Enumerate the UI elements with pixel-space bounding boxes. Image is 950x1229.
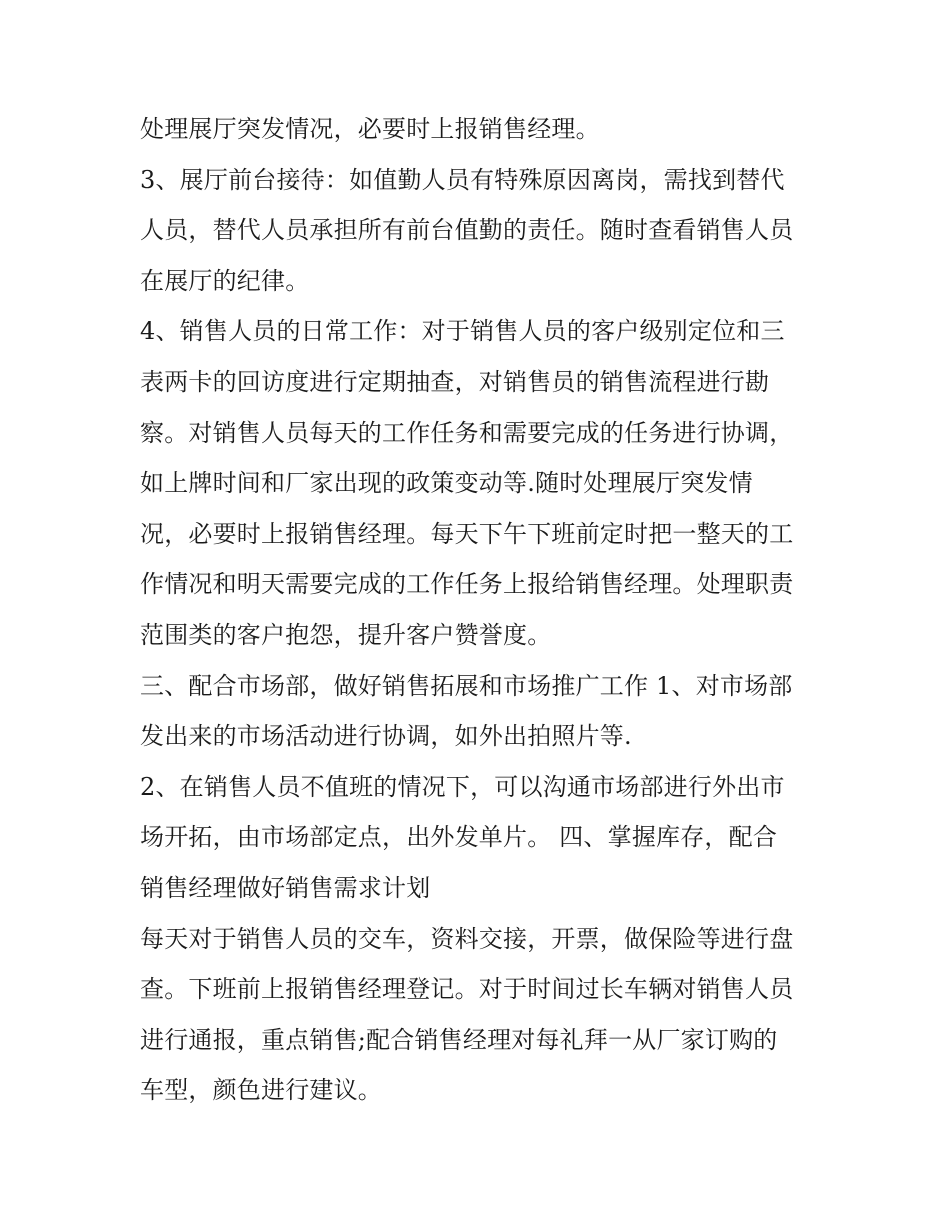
text-line: 表两卡的回访度进行定期抽查，对销售员的销售流程进行勘 <box>140 367 770 396</box>
text-line: 2、在销售人员不值班的情况下，可以沟通市场部进行外出市 <box>140 772 785 801</box>
text-line: 人员，替代人员承担所有前台值勤的责任。随时查看销售人员 <box>140 216 794 245</box>
text-line: 作情况和明天需要完成的工作任务上报给销售经理。处理职责 <box>140 570 794 599</box>
document-body <box>140 104 820 1116</box>
text-line: 如上牌时间和厂家出现的政策变动等.随时处理展厅突发情 <box>140 469 753 498</box>
text-line: 3、展厅前台接待：如值勤人员有特殊原因离岗，需找到替代 <box>140 165 785 194</box>
text-line: 查。下班前上报销售经理登记。对于时间过长车辆对销售人员 <box>140 975 794 1004</box>
text-line: 发出来的市场活动进行协调，如外出拍照片等. <box>140 722 632 751</box>
text-line: 范围类的客户抱怨，提升客户赞誉度。 <box>140 620 552 649</box>
text-line: 进行通报，重点销售;配合销售经理对每礼拜一从厂家订购的 <box>140 1025 778 1054</box>
text-line: 4、销售人员的日常工作：对于销售人员的客户级别定位和三 <box>140 317 785 346</box>
text-line: 三、配合市场部，做好销售拓展和市场推广工作 1、对市场部 <box>140 671 793 700</box>
text-line: 车型，颜色进行建议。 <box>140 1076 382 1105</box>
text-line: 处理展厅突发情况，必要时上报销售经理。 <box>140 115 600 143</box>
text-line: 察。对销售人员每天的工作任务和需要完成的任务进行协调， <box>140 418 794 447</box>
text-line: 销售经理做好销售需求计划 <box>140 873 431 902</box>
text-line: 场开拓，由市场部定点，出外发单片。 四、掌握库存，配合 <box>140 823 778 852</box>
text-line: 在展厅的纪律。 <box>140 266 310 295</box>
text-line: 况，必要时上报销售经理。每天下午下班前定时把一整天的工 <box>140 519 794 548</box>
text-line: 每天对于销售人员的交车，资料交接，开票，做保险等进行盘 <box>140 924 794 953</box>
